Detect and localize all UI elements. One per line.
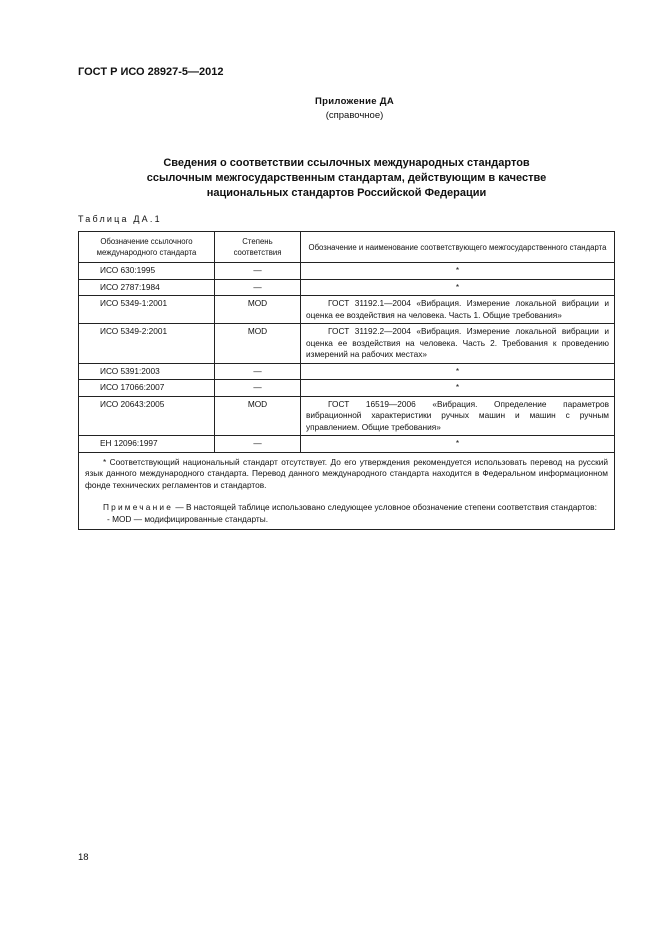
table-row <box>79 263 615 280</box>
table-row <box>79 380 615 397</box>
appendix-title: Приложение ДА <box>315 96 394 107</box>
degree-cell: — <box>215 436 301 453</box>
national-standard-cell: ГОСТ 16519—2006 «Вибрация. Определение параметров вибрационной характеристики ручных машин и машин с ручным управлением. Общие требования» <box>301 396 615 436</box>
national-standard-cell: * <box>301 436 615 453</box>
degree-cell: — <box>215 380 301 397</box>
section-title-line: Сведения о соответствии ссылочных международных стандартов <box>163 157 530 169</box>
table-row <box>79 279 615 296</box>
degree-cell: MOD <box>215 296 301 324</box>
document-code: ГОСТ Р ИСО 28927-5—2012 <box>78 66 224 78</box>
appendix-subtitle: (справочное) <box>325 110 384 121</box>
appendix-heading <box>0 95 661 123</box>
table-header-row <box>79 232 615 263</box>
correspondence-table <box>78 231 615 530</box>
header-national-standard: Обозначение и наименование соответствующего межгосударственного стандарта <box>301 232 615 263</box>
national-standard-cell: * <box>301 279 615 296</box>
degree-cell: MOD <box>215 324 301 364</box>
table-row <box>79 363 615 380</box>
ref-standard-cell: ИСО 5349-2:2001 <box>79 324 215 364</box>
ref-standard-cell: ИСО 630:1995 <box>79 263 215 280</box>
table-label: Таблица ДА.1 <box>78 214 162 224</box>
section-title <box>78 156 615 201</box>
ref-standard-cell: ИСО 17066:2007 <box>79 380 215 397</box>
table-note <box>85 502 608 514</box>
table-row <box>79 436 615 453</box>
table-notes <box>79 452 615 530</box>
ref-standard-cell: ИСО 20643:2005 <box>79 396 215 436</box>
section-title-line: национальных стандартов Российской Федерации <box>206 187 487 199</box>
national-standard-cell: ГОСТ 31192.2—2004 «Вибрация. Измерение локальной вибрации и оценка ее воздействия на человека. Часть 2. Требования к проведению измерений на рабочих местах» <box>301 324 615 364</box>
ref-standard-cell: ЕН 12096:1997 <box>79 436 215 453</box>
section-title-line: ссылочным межгосударственным стандартам, действующим в качестве <box>146 172 547 184</box>
ref-standard-cell: ИСО 5391:2003 <box>79 363 215 380</box>
degree-cell: MOD <box>215 396 301 436</box>
table-footnote: * Соответствующий национальный стандарт отсутствует. До его утверждения рекомендуется использовать перевод на русский язык данного международного стандарта. Перевод данного международного стандарта находится в Федеральном информационном фонде технических регламентов и стандартов. <box>85 456 608 490</box>
degree-cell: — <box>215 263 301 280</box>
note-text: — В настоящей таблице использовано следующее условное обозначение степени соответствия стандартов: <box>173 502 597 512</box>
degree-cell: — <box>215 279 301 296</box>
degree-cell: — <box>215 363 301 380</box>
note-label: Примечание <box>103 502 174 512</box>
table-notes-row <box>79 452 615 530</box>
table-row <box>79 396 615 436</box>
header-degree: Степень соответствия <box>215 232 301 263</box>
ref-standard-cell: ИСО 2787:1984 <box>79 279 215 296</box>
national-standard-cell: ГОСТ 31192.1—2004 «Вибрация. Измерение локальной вибрации и оценка ее воздействия на человека. Часть 1. Общие требования» <box>301 296 615 324</box>
note-list-item: - MOD — модифицированные стандарты. <box>107 513 269 524</box>
ref-standard-cell: ИСО 5349-1:2001 <box>79 296 215 324</box>
national-standard-cell: * <box>301 263 615 280</box>
header-ref-standard: Обозначение ссылочного международного стандарта <box>79 232 215 263</box>
table-row <box>79 324 615 364</box>
national-standard-cell: * <box>301 363 615 380</box>
page-number: 18 <box>78 852 89 863</box>
table-row <box>79 296 615 324</box>
national-standard-cell: * <box>301 380 615 397</box>
